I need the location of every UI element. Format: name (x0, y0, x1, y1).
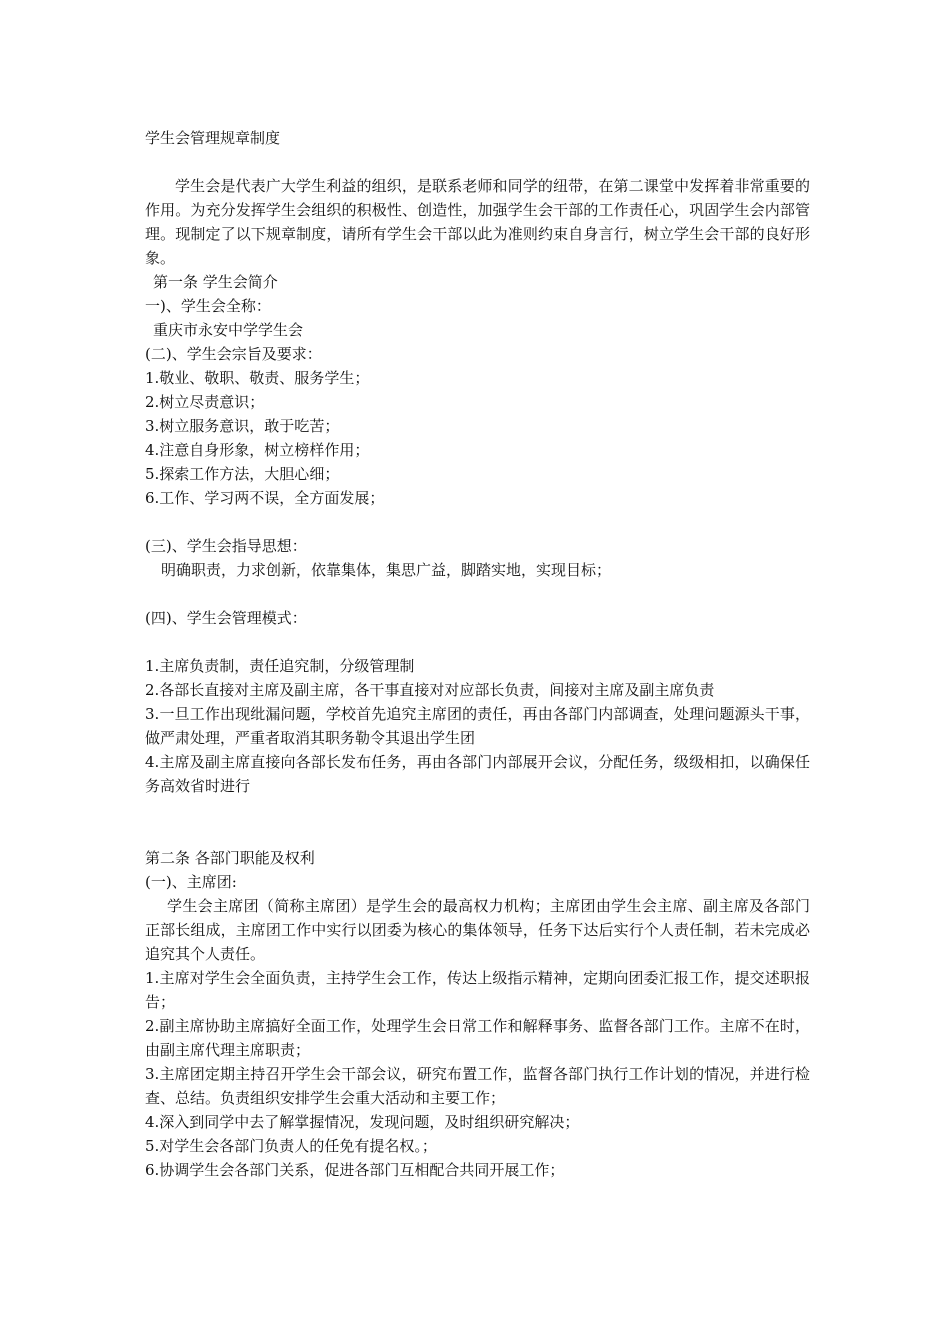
blank-line (145, 510, 810, 534)
list-item: 5.探索工作方法，大胆心细； (145, 465, 340, 483)
list-item: 1.主席负责制，责任追究制，分级管理制 (145, 657, 415, 675)
list-item: 3.一旦工作出现纰漏问题，学校首先追究主席团的责任，再由各部门内部调查，处理问题源头干事，做严肃处理，严重者取消其职务勒令其退出学生团 (145, 705, 810, 747)
presidium-description: 学生会主席团（简称主席团）是学生会的最高权力机构；主席团由学生会主席、副主席及各部门正部长组成，主席团工作中实行以团委为核心的集体领导，任务下达后实行个人责任制，若未完成必追究其个人责任。 (145, 897, 810, 963)
list-item: 6.协调学生会各部门关系，促进各部门互相配合共同开展工作； (145, 1161, 565, 1179)
intro-paragraph: 学生会是代表广大学生利益的组织，是联系老师和同学的纽带，在第二课堂中发挥着非常重要的作用。为充分发挥学生会组织的积极性、创造性，加强学生会干部的工作责任心，巩固学生会内部管理。现制定了以下规章制度，请所有学生会干部以此为准则约束自身言行，树立学生会干部的良好形象。 (145, 177, 810, 267)
guiding-principle: 明确职责，力求创新，依靠集体，集思广益，脚踏实地，实现目标； (161, 561, 612, 579)
list-item: 4.深入到同学中去了解掌握情况，发现问题，及时组织研究解决； (145, 1113, 580, 1131)
article1-heading: 第一条 学生会简介 (153, 273, 278, 291)
school-name: 重庆市永安中学学生会 (153, 321, 304, 339)
list-item: 1.主席对学生会全面负责，主持学生会工作，传达上级指示精神，定期向团委汇报工作，提交述职报告； (145, 969, 810, 1011)
blank-line (145, 582, 810, 606)
list-item: 6.工作、学习两不误，全方面发展； (145, 489, 385, 507)
section-heading: 一)、学生会全称： (145, 297, 271, 315)
blank-lines (145, 798, 810, 846)
list-item: 1.敬业、敬职、敬责、服务学生； (145, 369, 370, 387)
list-item: 2.各部长直接对主席及副主席，各干事直接对对应部长负责，间接对主席及副主席负责 (145, 681, 715, 699)
list-item: 3.树立服务意识，敢于吃苦； (145, 417, 340, 435)
blank-line (145, 150, 810, 174)
list-item: 4.主席及副主席直接向各部长发布任务，再由各部门内部展开会议，分配任务，级级相扣，以确保任务高效省时进行 (145, 753, 810, 795)
list-item: 3.主席团定期主持召开学生会干部会议，研究布置工作，监督各部门执行工作计划的情况，并进行检查、总结。负责组织安排学生会重大活动和主要工作； (145, 1065, 810, 1107)
document-page (145, 126, 810, 1182)
document-title: 学生会管理规章制度 (145, 129, 281, 147)
section-heading: (三)、学生会指导思想： (145, 537, 307, 555)
article2-heading: 第二条 各部门职能及权利 (145, 849, 315, 867)
list-item: 5.对学生会各部门负责人的任免有提名权。； (145, 1137, 437, 1155)
list-item: 2.副主席协助主席搞好全面工作，处理学生会日常工作和解释事务、监督各部门工作。主席不在时，由副主席代理主席职责； (145, 1017, 810, 1059)
section-heading: (二)、学生会宗旨及要求： (145, 345, 322, 363)
list-item: 2.树立尽责意识； (145, 393, 265, 411)
section-heading: (一)、主席团: (145, 873, 237, 891)
blank-line (145, 630, 810, 654)
section-heading: (四)、学生会管理模式： (145, 609, 307, 627)
list-item: 4.注意自身形象，树立榜样作用； (145, 441, 370, 459)
